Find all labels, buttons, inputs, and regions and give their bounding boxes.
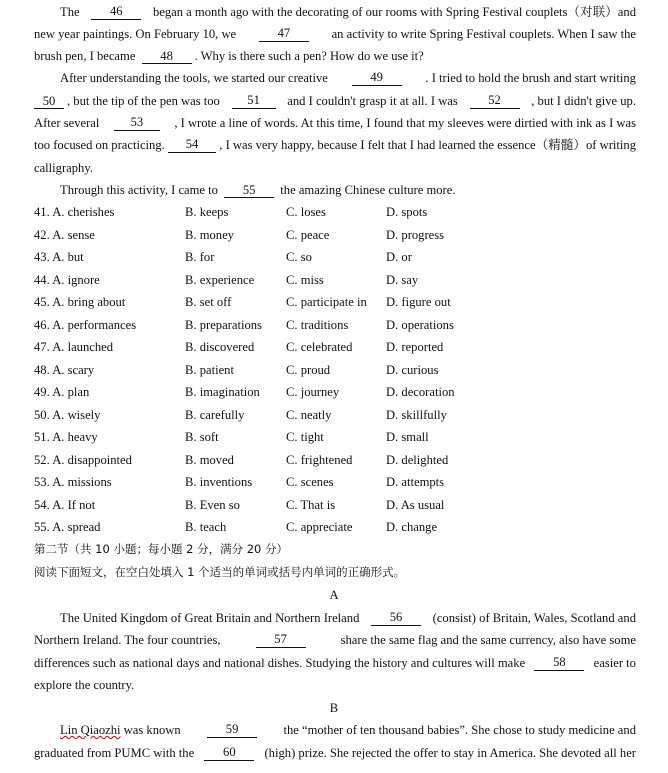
option-row (34, 453, 634, 470)
text: , I was very happy, because I felt that I had learned the essence（精髓）of writing (219, 138, 636, 152)
option-a: 44. A. ignore (34, 272, 100, 287)
text: Lin Qiaozhi (60, 723, 121, 737)
option-a: 46. A. performances (34, 317, 137, 332)
blank-56: 56 (371, 610, 421, 626)
option-row (34, 273, 634, 290)
option-b: B. discovered (185, 340, 255, 354)
text: , but I didn't give up. (531, 94, 636, 108)
option-b: B. set off (185, 295, 232, 309)
text: began a month ago with the decorating of our rooms with Spring Festival couplets（对联）and (152, 5, 636, 19)
option-a: 53. A. missions (34, 475, 112, 489)
option-row (34, 340, 634, 357)
blank-53: 53 (114, 115, 160, 131)
passage-line (60, 182, 636, 198)
option-d: D. progress (386, 227, 445, 242)
text: the amazing Chinese culture more. (280, 183, 456, 197)
text: too focused on practicing. (34, 138, 165, 152)
text: easier to (593, 656, 636, 670)
passage-line (60, 4, 636, 20)
blank-50: 50 (34, 94, 64, 109)
option-c: C. miss (286, 272, 324, 287)
option-a: 48. A. scary (34, 362, 95, 377)
option-d: D. small (386, 430, 429, 444)
passage-line (34, 48, 636, 64)
option-b: B. patient (185, 362, 234, 377)
part-label-b: B (329, 701, 339, 715)
option-b: B. carefully (185, 407, 245, 422)
option-a: 49. A. plan (34, 385, 90, 399)
option-a: 51. A. heavy (34, 430, 98, 444)
blank-52: 52 (470, 93, 520, 109)
passage-line (34, 115, 636, 131)
option-d: D. change (386, 520, 438, 534)
text: (high) prize. She rejected the offer to stay in America. She devoted all her (264, 746, 636, 760)
option-row (34, 430, 634, 447)
option-a: 41. A. cherishes (34, 205, 115, 219)
blank-60: 60 (204, 745, 254, 761)
option-b: B. Even so (185, 497, 240, 512)
text: , but the tip of the pen was too (67, 94, 220, 108)
option-c: C. loses (286, 205, 326, 219)
blank-49: 49 (352, 70, 402, 86)
option-b: B. experience (185, 272, 255, 287)
passage-line: explore the country. (34, 678, 135, 692)
passage-line (60, 610, 636, 626)
option-b: B. moved (185, 452, 234, 467)
blank-51: 51 (232, 93, 276, 109)
option-b: B. imagination (185, 385, 260, 399)
text: differences such as national days and national dishes. Studying the history and cultures will make (34, 656, 526, 670)
section-header: 第二节（共 10 小题；每小题 2 分，满分 20 分） (34, 542, 289, 556)
passage-line (34, 26, 636, 42)
text: The United Kingdom of Great Britain and Northern Ireland (60, 611, 360, 625)
blank-48: 48 (142, 49, 192, 64)
option-a: 43. A. but (34, 250, 84, 264)
option-a: 50. A. wisely (34, 407, 101, 422)
option-c: C. journey (286, 385, 340, 399)
text: graduated from PUMC with the (34, 746, 195, 760)
text: After several (34, 116, 100, 130)
text: Through this activity, I came to (60, 183, 218, 197)
text: new year paintings. On February 10, we (34, 27, 237, 41)
passage-line (34, 655, 636, 671)
option-b: B. keeps (185, 205, 229, 219)
option-d: D. or (386, 250, 412, 264)
option-row (34, 363, 634, 380)
option-row (34, 318, 634, 335)
blank-54: 54 (168, 137, 216, 153)
text: an activity to write Spring Festival couplets. When I saw the (331, 27, 636, 41)
option-b: B. money (185, 227, 234, 242)
blank-46: 46 (91, 4, 141, 20)
section-instruction: 阅读下面短文，在空白处填入 1 个适当的单词或括号内单词的正确形式。 (34, 565, 406, 579)
option-d: D. figure out (386, 295, 451, 309)
blank-55: 55 (224, 183, 274, 198)
passage-line (34, 93, 636, 109)
option-d: D. attempts (386, 475, 445, 489)
blank-58: 58 (534, 655, 584, 671)
option-d: D. say (386, 272, 419, 287)
option-b: B. preparations (185, 317, 262, 332)
option-b: B. teach (185, 520, 227, 534)
option-c: C. frightened (286, 452, 353, 467)
option-c: C. participate in (286, 295, 367, 309)
text: Northern Ireland. The four countries, (34, 633, 221, 647)
blank-57: 57 (256, 632, 306, 648)
passage-line (34, 137, 636, 153)
option-d: D. delighted (386, 452, 449, 467)
option-row (34, 475, 634, 492)
option-row (34, 295, 634, 312)
option-a: 54. A. If not (34, 497, 96, 512)
text: brush pen, I became (34, 49, 136, 63)
blank-47: 47 (259, 26, 309, 42)
option-c: C. so (286, 250, 312, 264)
option-a: 42. A. sense (34, 227, 95, 242)
option-d: D. skillfully (386, 407, 447, 422)
part-label-a: A (329, 588, 339, 602)
passage-line (34, 745, 636, 761)
passage-line: calligraphy. (34, 161, 93, 175)
text: the “mother of ten thousand babies”. She chose to study medicine and (283, 723, 636, 737)
text: share the same flag and the same currency, also have some (340, 633, 636, 647)
option-b: B. inventions (185, 475, 253, 489)
text: (consist) of Britain, Wales, Scotland and (432, 611, 636, 625)
text: . I tried to hold the brush and start writing (425, 71, 636, 85)
option-c: C. peace (286, 227, 330, 242)
option-row (34, 385, 634, 402)
text: and I couldn't grasp it at all. I was (287, 94, 458, 108)
option-row (34, 408, 634, 425)
option-a: 52. A. disappointed (34, 452, 132, 467)
option-d: D. operations (386, 317, 454, 332)
option-b: B. for (185, 250, 215, 264)
option-d: D. As usual (386, 497, 445, 512)
option-row (34, 520, 634, 537)
text: . Why is there such a pen? How do we use it? (194, 49, 424, 63)
blank-59: 59 (207, 722, 257, 738)
passage-line (34, 632, 636, 648)
option-c: C. traditions (286, 317, 349, 332)
option-c: C. scenes (286, 475, 334, 489)
text: was known (123, 723, 181, 737)
option-a: 45. A. bring about (34, 295, 126, 309)
option-c: C. That is (286, 497, 336, 512)
passage-line (60, 722, 636, 738)
option-c: C. appreciate (286, 520, 353, 534)
option-row (34, 498, 634, 515)
option-c: C. tight (286, 430, 324, 444)
option-d: D. curious (386, 362, 439, 377)
option-row (34, 228, 634, 245)
option-row (34, 205, 634, 222)
option-b: B. soft (185, 430, 219, 444)
option-d: D. spots (386, 205, 428, 219)
option-row (34, 250, 634, 267)
option-c: C. celebrated (286, 340, 353, 354)
option-c: C. neatly (286, 407, 332, 422)
passage-line (60, 70, 636, 86)
option-a: 55. A. spread (34, 520, 101, 534)
text: After understanding the tools, we started our creative (60, 71, 328, 85)
option-d: D. reported (386, 340, 444, 354)
option-d: D. decoration (386, 385, 455, 399)
option-a: 47. A. launched (34, 340, 114, 354)
option-c: C. proud (286, 362, 331, 377)
text: The (60, 5, 80, 19)
text: , I wrote a line of words. At this time, I found that my sleeves were dirtied with ink as I was (174, 116, 636, 130)
